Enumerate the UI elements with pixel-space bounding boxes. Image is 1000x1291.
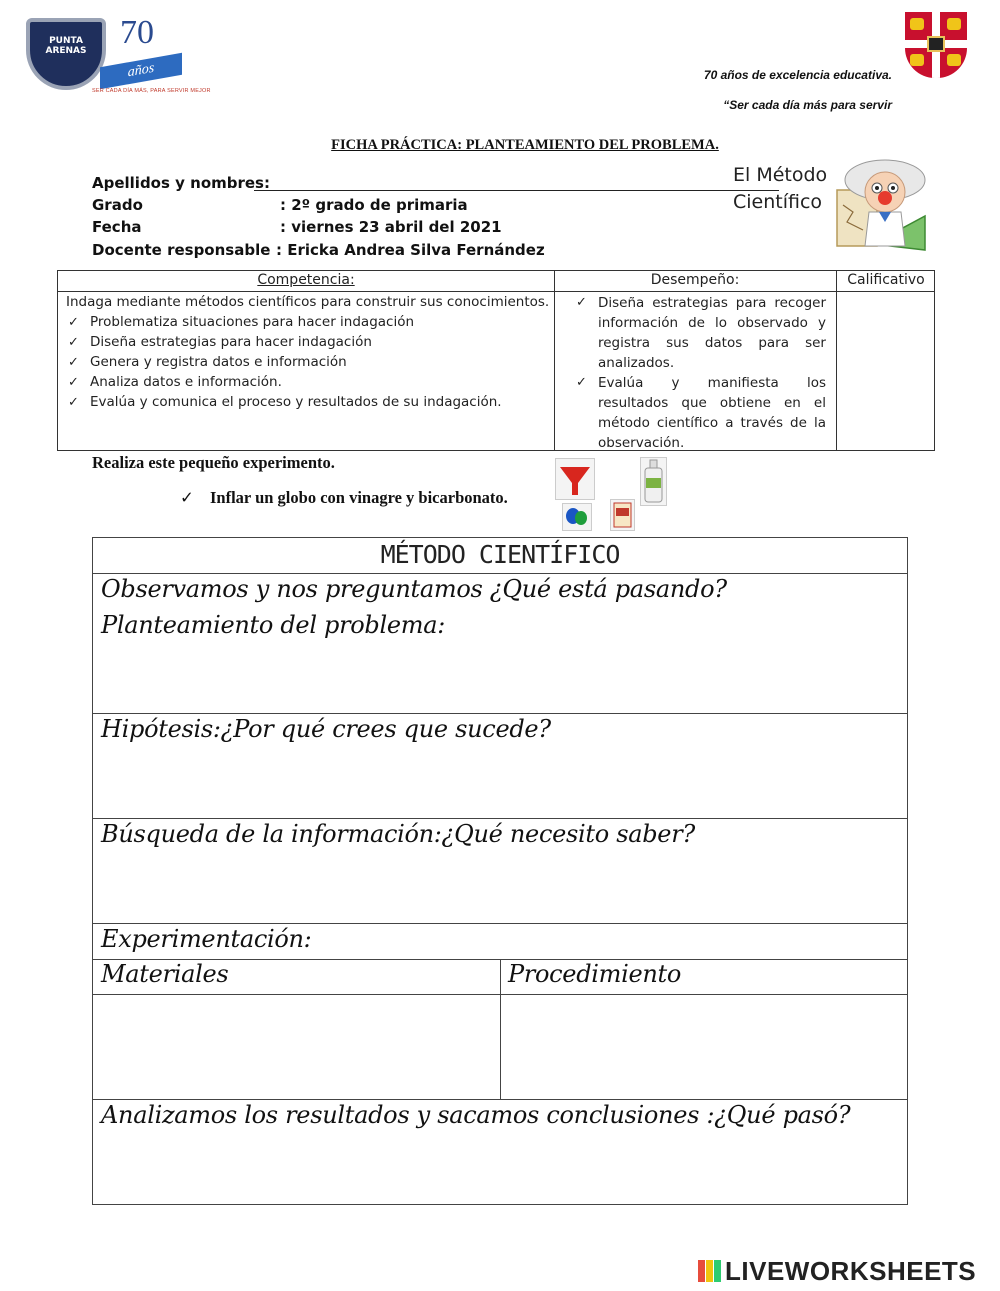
name-label: Apellidos y nombres:: [92, 174, 270, 192]
date-label: Fecha: [92, 218, 142, 236]
problem-label: Planteamiento del problema:: [101, 611, 446, 639]
search-label: Búsqueda de la información:¿Qué necesito saber?: [101, 820, 695, 848]
page-title: FICHA PRÁCTICA: PLANTEAMIENTO DEL PROBLEMA.: [331, 137, 719, 153]
teacher-label: Docente responsable: [92, 241, 271, 259]
experiment-intro: Realiza este pequeño experimento.: [92, 453, 335, 472]
calificativo-cell[interactable]: [837, 292, 935, 450]
school-tagline: 70 años de excelencia educativa.: [703, 68, 892, 82]
check-icon: ✓: [180, 488, 194, 507]
analysis-label: Analizamos los resultados y sacamos conclusiones :¿Qué pasó?: [101, 1101, 851, 1129]
header-competencia: Competencia:: [257, 272, 355, 288]
list-item: ✓ Evalúa y comunica el proceso y resultados de su indagación.: [68, 394, 502, 410]
list-item: ✓ Genera y registra datos e información: [68, 354, 347, 370]
procedure-answer-area[interactable]: [501, 995, 906, 1098]
grade-value: : 2º grado de primaria: [280, 196, 468, 214]
list-item: ✓ Diseña estrategias para hacer indagación: [68, 334, 372, 350]
check-icon: ✓: [68, 395, 79, 410]
scientific-method-table: [92, 537, 908, 1205]
method-badge-line2: Científico: [733, 191, 823, 213]
shield-icon: [26, 18, 106, 90]
hypothesis-label: Hipótesis:¿Por qué crees que sucede?: [101, 715, 551, 743]
experimentation-label: Experimentación:: [101, 925, 312, 953]
desempeno-list: [576, 293, 826, 453]
anniversary-word: años: [100, 53, 182, 89]
materials-answer-area[interactable]: [94, 995, 499, 1098]
procedure-label: Procedimiento: [508, 960, 682, 988]
teacher-value: : Ericka Andrea Silva Fernández: [276, 241, 545, 259]
method-title: MÉTODO CIENTÍFICO: [380, 540, 620, 569]
analysis-answer-area[interactable]: [94, 1136, 906, 1202]
school-logo: [22, 14, 211, 100]
competency-table: [57, 270, 935, 451]
check-icon: ✓: [576, 295, 587, 310]
method-badge: [733, 162, 827, 216]
list-item: ✓ Analiza datos e información.: [68, 374, 282, 390]
materials-label: Materiales: [101, 960, 229, 988]
vinegar-bottle-photo: [640, 457, 667, 506]
list-item: ✓ Evalúa y manifiesta los resultados que obtiene en el método científico a través de la observación.: [576, 375, 826, 451]
check-icon: ✓: [576, 375, 587, 390]
logo-slogan: SER CADA DÍA MÁS, PARA SERVIR MEJOR: [92, 88, 211, 94]
list-item: ✓ Problematiza situaciones para hacer indagación: [68, 314, 415, 330]
check-icon: ✓: [68, 335, 79, 350]
balloon-photo: [562, 503, 592, 531]
crest-icon: [905, 12, 967, 78]
funnel-photo: [555, 458, 595, 500]
name-field[interactable]: [254, 190, 779, 191]
logo-text: PUNTA ARENAS: [45, 36, 87, 56]
observe-label: Observamos y nos preguntamos ¿Qué está pasando?: [101, 575, 727, 603]
list-item: ✓ Diseña estrategias para recoger información de lo observado y registra sus datos para ser analizados.: [576, 295, 826, 371]
experiment-item: ✓ Inflar un globo con vinagre y bicarbonato.: [180, 488, 508, 507]
school-motto: “Ser cada día más para servir: [723, 98, 892, 112]
header-calificativo: Calificativo: [847, 272, 925, 288]
brand-text: LIVEWORKSHEETS: [725, 1256, 977, 1286]
anniversary-number: 70: [120, 14, 154, 51]
method-badge-line1: El Método: [733, 164, 828, 186]
problem-answer-area[interactable]: [94, 646, 906, 712]
scientist-icon: [833, 150, 931, 262]
hypothesis-answer-area[interactable]: [94, 750, 906, 816]
check-icon: ✓: [68, 315, 79, 330]
header-desempeno: Desempeño:: [650, 272, 740, 288]
baking-soda-photo: [610, 499, 635, 531]
date-value: : viernes 23 abril del 2021: [280, 218, 502, 236]
check-icon: ✓: [68, 375, 79, 390]
grade-label: Grado: [92, 196, 143, 214]
search-answer-area[interactable]: [94, 856, 906, 921]
competencia-intro: Indaga mediante métodos científicos para construir sus conocimientos.: [66, 294, 550, 310]
check-icon: ✓: [68, 355, 79, 370]
